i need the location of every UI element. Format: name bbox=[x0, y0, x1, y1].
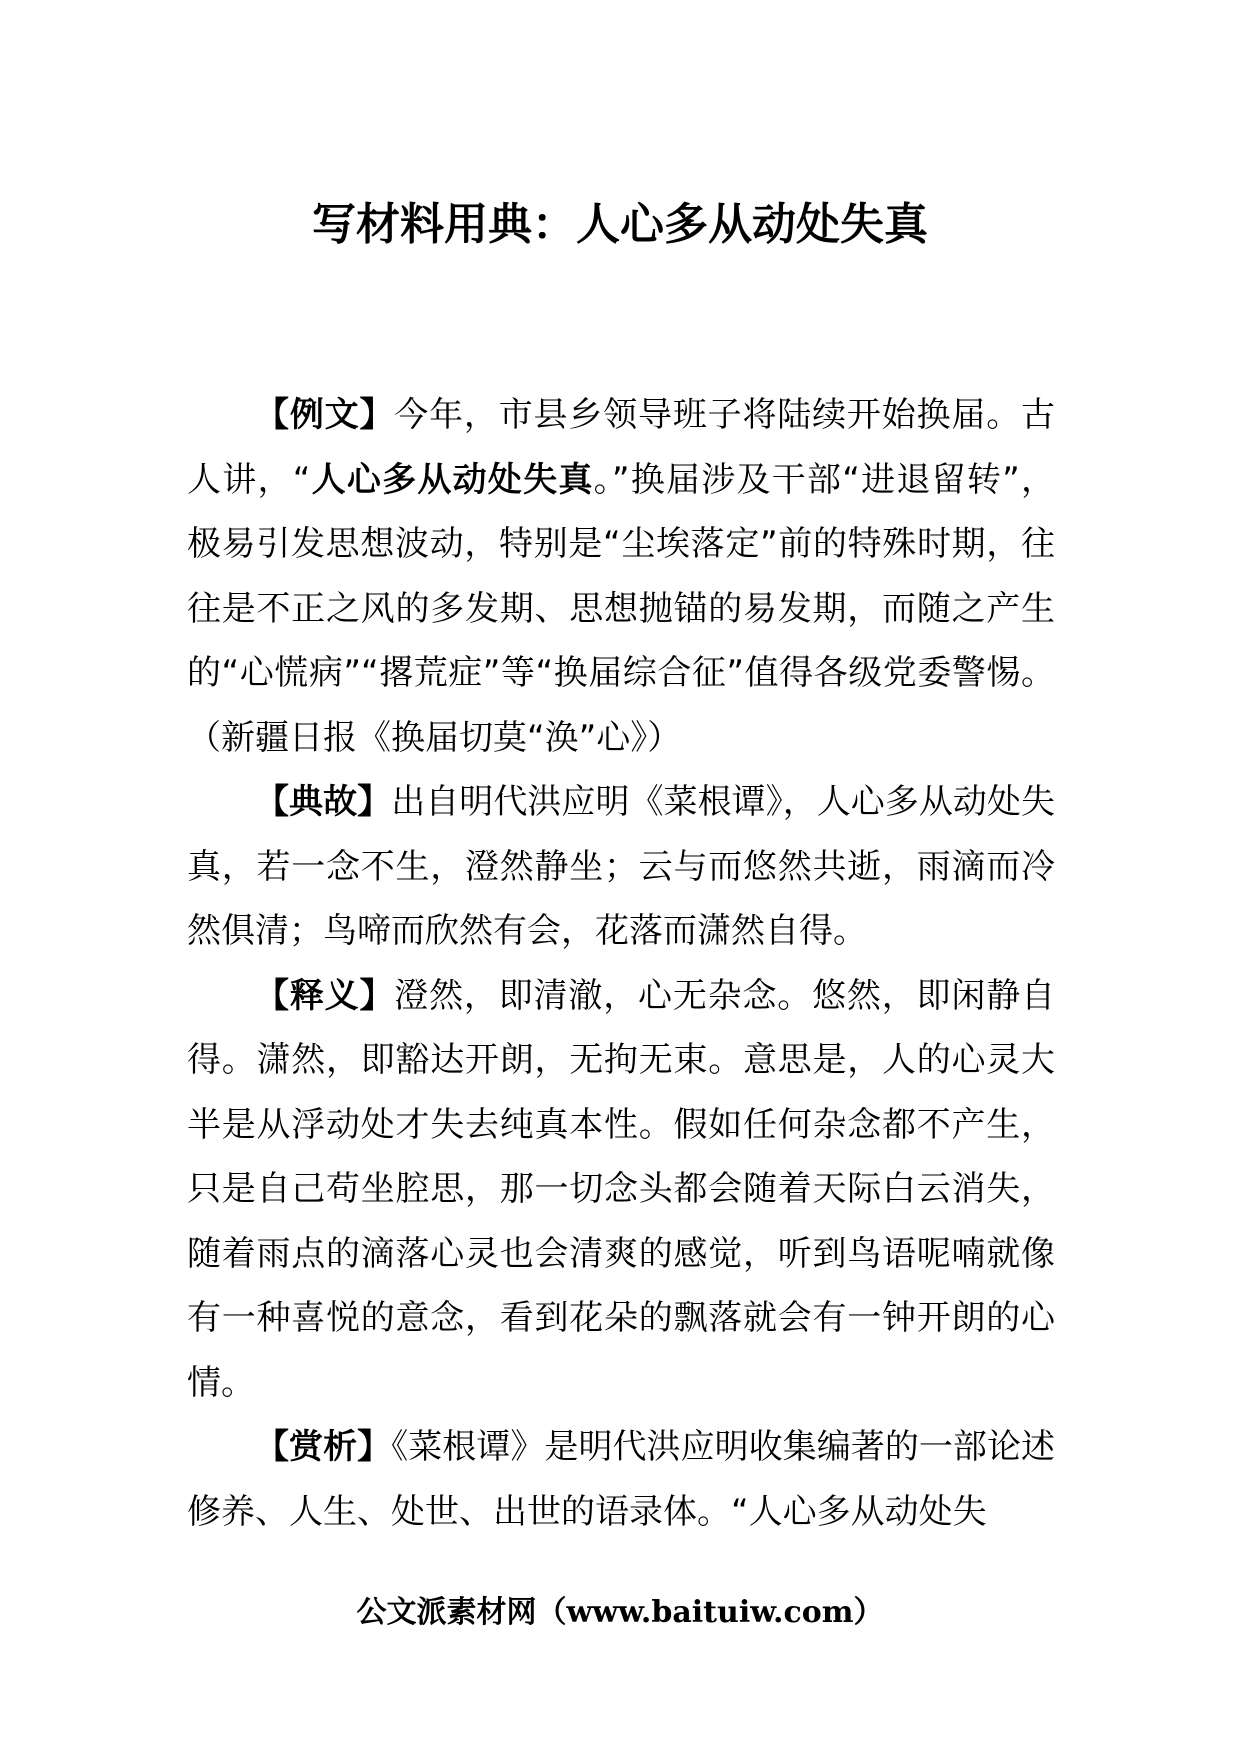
label-allusion: 【典故】 bbox=[255, 782, 392, 822]
meaning-text: 澄然，即清澈，心无杂念。悠然，即闲静自得。潇然，即豁达开朗，无拘无束。意思是，人的心灵大半是从浮动处才失去纯真本性。假如任何杂念都不产生，只是自己苟坐腔思，那一切念头都会随着天际白云消失，随着雨点的滴落心灵也会清爽的感觉，听到鸟语呢喃就像有一种喜悦的意念，看到花朵的飘落就会有一钟开朗的心情。 bbox=[187, 975, 1056, 1403]
example-text-before: 今年，市县乡领导班子将陆续开始换届。古人讲，“ bbox=[187, 395, 1056, 500]
page-footer: 公文派素材网（www.baituiw.com） bbox=[356, 1595, 884, 1630]
paragraph-allusion bbox=[187, 770, 1055, 964]
example-text-after: 。”换届涉及干部“进退留转”，极易引发思想波动，特别是“尘埃落定”前的特殊时期，往往是不正之风的多发期、思想抛锚的易发期，而随之产生的“心慌病”“撂荒症”等“换届综合征”值得各级党委警惕。（新疆日报《换届切莫“涣”心》） bbox=[187, 459, 1055, 758]
document-body bbox=[187, 383, 1055, 1544]
paragraph-example bbox=[187, 383, 1055, 770]
paragraph-appreciation bbox=[187, 1415, 1055, 1544]
example-emphasis-quote: 人心多从动处失真 bbox=[310, 459, 594, 500]
allusion-text: 出自明代洪应明《菜根谭》，人心多从动处失真，若一念不生，澄然静坐；云与而悠然共逝，雨滴而冷然俱清；鸟啼而欣然有会，花落而潇然自得。 bbox=[187, 782, 1056, 951]
appreciation-text: 《菜根谭》是明代洪应明收集编著的一部论述修养、人生、处世、出世的语录体。“人心多从动处失 bbox=[187, 1427, 1056, 1532]
page-title: 写材料用典：人心多从动处失真 bbox=[312, 199, 928, 250]
label-example: 【例文】 bbox=[255, 395, 395, 435]
label-appreciation: 【赏析】 bbox=[255, 1427, 392, 1467]
paragraph-meaning bbox=[187, 964, 1055, 1416]
label-meaning: 【释义】 bbox=[255, 975, 395, 1016]
